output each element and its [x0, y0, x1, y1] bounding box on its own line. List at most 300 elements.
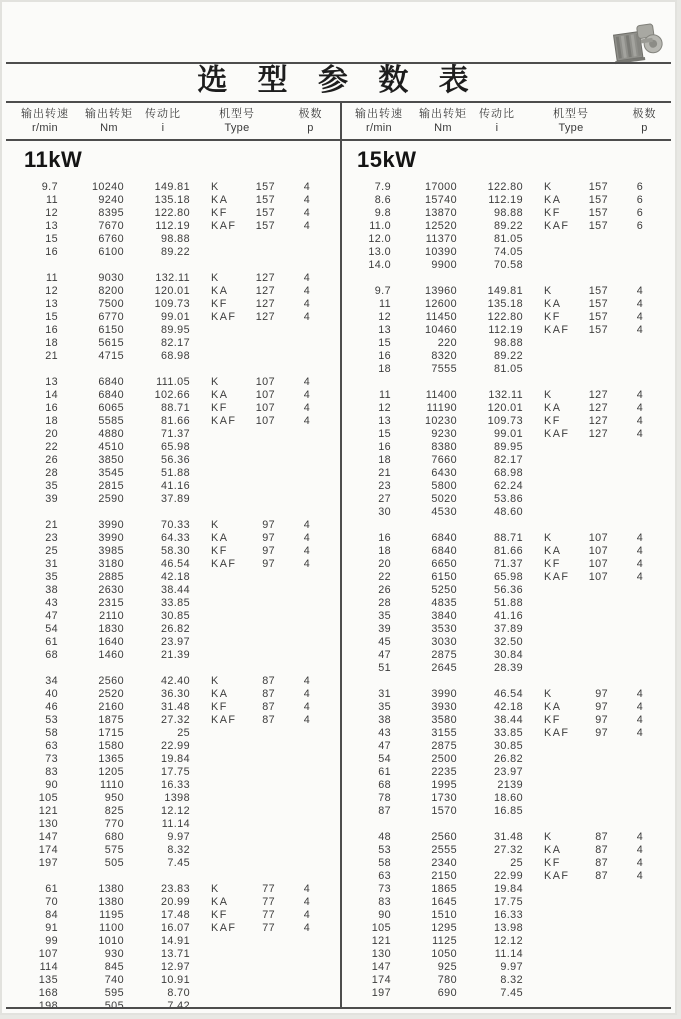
poles-cell [609, 753, 671, 766]
table-row [6, 844, 338, 857]
ratio-block [339, 831, 671, 1000]
type-size-cell [579, 779, 609, 792]
type-prefix-cell [196, 636, 246, 649]
table-row [339, 545, 671, 558]
poles-cell [276, 935, 338, 948]
poles-cell: 4 [636, 402, 644, 414]
ratio-cell: 22.99 [160, 740, 190, 752]
poles-cell [276, 428, 338, 441]
poles-cell [609, 480, 671, 493]
table-row [339, 298, 671, 311]
torque-cell: 2590 [98, 493, 124, 505]
ratio-cell: 120.01 [154, 285, 190, 297]
torque-cell: 6430 [431, 467, 457, 479]
torque-cell: 4530 [431, 506, 457, 518]
poles-cell [276, 623, 338, 636]
type-size-cell: 87 [262, 688, 275, 700]
torque-cell: 2160 [98, 701, 124, 713]
torque-cell: 1050 [431, 948, 457, 960]
type-size-cell [246, 974, 276, 987]
table-row [6, 805, 338, 818]
type-size-cell: 97 [262, 545, 275, 557]
table-row [6, 519, 338, 532]
table-row [6, 935, 338, 948]
type-prefix-cell [196, 935, 246, 948]
poles-cell [276, 818, 338, 831]
table-row [6, 818, 338, 831]
header-ratio-zh: 传动比 [479, 108, 515, 120]
ratio-cell: 14.91 [160, 935, 190, 947]
type-prefix-cell: K [211, 181, 220, 193]
ratio-cell: 19.84 [160, 753, 190, 765]
poles-cell: 4 [636, 857, 644, 869]
poles-cell: 4 [303, 675, 311, 687]
type-prefix-cell: KF [211, 909, 228, 921]
poles-cell [609, 883, 671, 896]
type-size-cell [579, 896, 609, 909]
ratio-cell: 135.18 [154, 194, 190, 206]
table-row [6, 610, 338, 623]
speed-cell: 15 [378, 428, 391, 440]
torque-cell: 1715 [98, 727, 124, 739]
type-size-cell [246, 649, 276, 662]
header-ratio-unit: i [161, 122, 165, 134]
table-row [6, 974, 338, 987]
type-size-cell [246, 233, 276, 246]
speed-cell: 35 [378, 610, 391, 622]
section-11kw [6, 141, 338, 1012]
type-prefix-cell [529, 454, 579, 467]
ratio-cell: 13.98 [493, 922, 523, 934]
torque-cell: 1100 [99, 922, 124, 934]
ratio-cell: 17.48 [160, 909, 190, 921]
table-row [6, 350, 338, 363]
torque-cell: 2885 [98, 571, 124, 583]
torque-cell: 8395 [98, 207, 124, 219]
type-prefix-cell [529, 753, 579, 766]
type-prefix-cell: K [544, 831, 553, 843]
ratio-cell: 41.16 [493, 610, 523, 622]
poles-cell: 4 [303, 688, 311, 700]
torque-cell: 3990 [98, 519, 124, 531]
table-body [6, 141, 671, 1012]
ratio-cell: 19.84 [493, 883, 523, 895]
ratio-cell: 81.66 [160, 415, 190, 427]
table-row [6, 701, 338, 714]
type-prefix-cell [529, 662, 579, 675]
type-prefix-cell: KAF [544, 220, 570, 232]
ratio-cell: 17.75 [160, 766, 190, 778]
type-size-cell [246, 246, 276, 259]
poles-cell: 4 [303, 389, 311, 401]
speed-cell: 40 [45, 688, 58, 700]
poles-cell: 4 [303, 220, 311, 232]
ratio-cell: 99.01 [160, 311, 190, 323]
ratio-cell: 16.33 [493, 909, 523, 921]
ratio-cell: 2139 [497, 779, 523, 791]
speed-cell: 14 [45, 389, 58, 401]
ratio-cell: 56.36 [160, 454, 190, 466]
type-prefix-cell: K [211, 519, 220, 531]
type-prefix-cell [196, 818, 246, 831]
table-row [6, 636, 338, 649]
speed-cell: 105 [38, 792, 58, 804]
type-size-cell [246, 818, 276, 831]
speed-cell: 11 [378, 389, 391, 401]
torque-cell: 1830 [98, 623, 124, 635]
ratio-cell: 16.33 [160, 779, 190, 791]
type-prefix-cell [196, 766, 246, 779]
ratio-cell: 98.88 [160, 233, 190, 245]
torque-cell: 8380 [431, 441, 457, 453]
speed-cell: 11 [45, 194, 58, 206]
ratio-cell: 65.98 [493, 571, 523, 583]
poles-cell: 4 [303, 909, 311, 921]
type-prefix-cell [196, 246, 246, 259]
poles-cell: 4 [303, 272, 311, 284]
speed-cell: 12 [45, 207, 58, 219]
poles-cell: 4 [636, 311, 644, 323]
table-row [6, 883, 338, 896]
torque-cell: 3985 [98, 545, 124, 557]
speed-cell: 68 [378, 779, 391, 791]
poles-cell [609, 948, 671, 961]
torque-cell: 6150 [98, 324, 124, 336]
poles-cell [609, 493, 671, 506]
speed-cell: 38 [45, 584, 58, 596]
table-row [6, 714, 338, 727]
table-row [6, 571, 338, 584]
speed-cell: 18 [378, 454, 391, 466]
type-size-cell [246, 350, 276, 363]
torque-cell: 220 [437, 337, 457, 349]
type-prefix-cell: KAF [544, 428, 570, 440]
type-size-cell: 87 [262, 701, 275, 713]
table-row [339, 714, 671, 727]
type-prefix-cell: K [211, 675, 220, 687]
table-row [339, 623, 671, 636]
speed-cell: 107 [38, 948, 58, 960]
speed-cell: 135 [38, 974, 58, 986]
table-row [6, 428, 338, 441]
column-divider [340, 101, 342, 1007]
poles-cell: 4 [303, 701, 311, 713]
ratio-cell: 13.71 [160, 948, 190, 960]
header-output-torque-unit: Nm [100, 122, 118, 134]
speed-cell: 130 [38, 818, 58, 830]
speed-cell: 39 [45, 493, 58, 505]
speed-cell: 13 [45, 298, 58, 310]
ratio-cell: 12.97 [160, 961, 190, 973]
torque-cell: 4510 [98, 441, 124, 453]
table-row [339, 597, 671, 610]
table-row [6, 779, 338, 792]
type-size-cell [246, 987, 276, 1000]
type-prefix-cell [529, 623, 579, 636]
poles-cell: 6 [636, 181, 644, 193]
torque-cell: 6150 [431, 571, 457, 583]
type-size-cell: 127 [255, 272, 275, 284]
type-size-cell: 97 [262, 532, 275, 544]
ratio-cell: 11.14 [494, 948, 523, 960]
type-size-cell [579, 948, 609, 961]
ratio-cell: 1398 [164, 792, 190, 804]
speed-cell: 34 [45, 675, 58, 687]
ratio-cell: 8.32 [167, 844, 190, 856]
type-size-cell: 97 [595, 688, 608, 700]
type-prefix-cell [196, 805, 246, 818]
torque-cell: 2815 [98, 480, 124, 492]
torque-cell: 2110 [99, 610, 124, 622]
speed-cell: 54 [378, 753, 391, 765]
poles-cell [609, 987, 671, 1000]
ratio-cell: 7.45 [500, 987, 523, 999]
type-size-cell [579, 467, 609, 480]
type-prefix-cell [196, 597, 246, 610]
poles-cell [609, 740, 671, 753]
table-header [6, 103, 671, 139]
type-size-cell: 97 [595, 701, 608, 713]
header-poles-zh: 极数 [632, 108, 657, 120]
type-size-cell: 157 [255, 220, 275, 232]
poles-cell: 4 [303, 207, 311, 219]
poles-cell: 4 [636, 545, 644, 557]
table-row [339, 532, 671, 545]
poles-cell: 4 [636, 415, 644, 427]
poles-cell [276, 753, 338, 766]
ratio-cell: 30.85 [493, 740, 523, 752]
type-size-cell [246, 610, 276, 623]
speed-cell: 58 [378, 857, 391, 869]
torque-cell: 1380 [98, 883, 124, 895]
torque-cell: 11400 [425, 389, 457, 401]
type-prefix-cell: KF [544, 558, 561, 570]
speed-cell: 11 [45, 272, 58, 284]
type-prefix-cell [196, 740, 246, 753]
speed-cell: 47 [378, 740, 391, 752]
type-prefix-cell [196, 779, 246, 792]
type-prefix-cell [196, 428, 246, 441]
type-size-cell [579, 610, 609, 623]
speed-cell: 61 [378, 766, 391, 778]
type-size-cell: 127 [255, 311, 275, 323]
table-row [339, 922, 671, 935]
torque-cell: 1875 [98, 714, 124, 726]
speed-cell: 30 [378, 506, 391, 518]
type-size-cell [579, 883, 609, 896]
torque-cell: 13960 [424, 285, 457, 297]
ratio-cell: 46.54 [493, 688, 523, 700]
type-prefix-cell [529, 766, 579, 779]
speed-cell: 9.7 [374, 285, 391, 297]
type-size-cell: 157 [588, 285, 608, 297]
table-row [6, 402, 338, 415]
type-size-cell: 157 [588, 220, 608, 232]
table-row [6, 246, 338, 259]
speed-cell: 16 [45, 402, 58, 414]
type-prefix-cell: KA [211, 389, 229, 401]
type-size-cell [579, 506, 609, 519]
type-prefix-cell [529, 480, 579, 493]
table-row [339, 558, 671, 571]
type-size-cell: 77 [262, 909, 275, 921]
type-size-cell [246, 740, 276, 753]
speed-cell: 26 [378, 584, 391, 596]
type-size-cell [246, 857, 276, 870]
ratio-cell: 98.88 [493, 207, 523, 219]
torque-cell: 11190 [426, 402, 457, 414]
speed-cell: 28 [45, 467, 58, 479]
table-row [339, 909, 671, 922]
torque-cell: 1640 [98, 636, 124, 648]
torque-cell: 925 [437, 961, 457, 973]
speed-cell: 22 [45, 441, 58, 453]
ratio-cell: 12.12 [160, 805, 190, 817]
type-prefix-cell: KA [544, 701, 562, 713]
table-row [339, 896, 671, 909]
header-output-speed-unit: r/min [366, 122, 392, 134]
poles-cell: 6 [636, 207, 644, 219]
type-prefix-cell [529, 792, 579, 805]
type-size-cell [579, 766, 609, 779]
type-prefix-cell [196, 454, 246, 467]
ratio-cell: 26.82 [493, 753, 523, 765]
type-prefix-cell: K [544, 181, 553, 193]
torque-cell: 6840 [98, 376, 124, 388]
torque-cell: 2875 [431, 649, 457, 661]
table-row [6, 597, 338, 610]
type-size-cell: 127 [255, 285, 275, 297]
type-prefix-cell [196, 493, 246, 506]
type-size-cell [579, 493, 609, 506]
header-type-unit: Type [558, 122, 584, 134]
speed-cell: 147 [38, 831, 58, 843]
torque-cell: 2555 [431, 844, 457, 856]
header-right-half [340, 103, 673, 139]
ratio-block [6, 883, 338, 1013]
table-row [339, 350, 671, 363]
header-output-speed-zh: 输出转速 [355, 108, 403, 120]
ratio-cell: 9.97 [167, 831, 190, 843]
table-row [339, 636, 671, 649]
table-row [339, 779, 671, 792]
type-size-cell [579, 441, 609, 454]
speed-cell: 21 [378, 467, 391, 479]
torque-cell: 2235 [431, 766, 457, 778]
type-size-cell: 157 [588, 324, 608, 336]
type-size-cell [246, 792, 276, 805]
ratio-cell: 74.05 [493, 246, 523, 258]
ratio-cell: 89.22 [493, 350, 523, 362]
speed-cell: 47 [45, 610, 58, 622]
type-prefix-cell [529, 922, 579, 935]
type-size-cell: 107 [588, 545, 608, 557]
ratio-cell: 81.66 [493, 545, 523, 557]
poles-cell [276, 961, 338, 974]
torque-cell: 13870 [424, 207, 457, 219]
type-prefix-cell: KA [544, 545, 562, 557]
header-poles-zh: 极数 [298, 108, 323, 120]
speed-cell: 13 [45, 220, 58, 232]
type-prefix-cell [196, 753, 246, 766]
poles-cell: 4 [303, 558, 311, 570]
table-row [339, 571, 671, 584]
poles-cell: 4 [636, 714, 644, 726]
type-size-cell [246, 337, 276, 350]
poles-cell: 6 [636, 194, 644, 206]
table-row [339, 688, 671, 701]
type-prefix-cell: KAF [544, 571, 570, 583]
torque-cell: 3930 [431, 701, 457, 713]
ratio-cell: 122.80 [487, 181, 523, 193]
speed-cell: 90 [45, 779, 58, 791]
type-size-cell [246, 779, 276, 792]
type-size-cell [246, 467, 276, 480]
torque-cell: 5615 [98, 337, 124, 349]
table-row [339, 311, 671, 324]
poles-cell: 4 [303, 545, 311, 557]
torque-cell: 10390 [424, 246, 457, 258]
poles-cell: 4 [303, 415, 311, 427]
type-size-cell [246, 948, 276, 961]
poles-cell [609, 935, 671, 948]
table-row [339, 454, 671, 467]
poles-cell [276, 948, 338, 961]
poles-cell [276, 493, 338, 506]
speed-cell: 12 [378, 402, 391, 414]
type-size-cell [246, 428, 276, 441]
poles-cell [609, 506, 671, 519]
torque-cell: 5585 [98, 415, 124, 427]
torque-cell: 1570 [431, 805, 457, 817]
type-prefix-cell [529, 961, 579, 974]
speed-cell: 61 [45, 636, 58, 648]
speed-cell: 70 [45, 896, 58, 908]
poles-cell [609, 636, 671, 649]
poles-cell: 4 [303, 532, 311, 544]
ratio-cell: 149.81 [154, 181, 190, 193]
torque-cell: 9030 [98, 272, 124, 284]
speed-cell: 18 [378, 545, 391, 557]
type-prefix-cell: KA [211, 688, 229, 700]
type-size-cell: 157 [255, 207, 275, 219]
type-prefix-cell: KAF [211, 220, 237, 232]
type-prefix-cell [529, 779, 579, 792]
speed-cell: 21 [45, 350, 58, 362]
ratio-cell: 109.73 [154, 298, 190, 310]
speed-cell: 9.8 [374, 207, 391, 219]
torque-cell: 7670 [98, 220, 124, 232]
table-row [339, 467, 671, 480]
type-size-cell [579, 363, 609, 376]
table-row [6, 727, 338, 740]
ratio-cell: 9.97 [500, 961, 523, 973]
table-row [339, 506, 671, 519]
torque-cell: 4880 [98, 428, 124, 440]
poles-cell [276, 740, 338, 753]
torque-cell: 680 [104, 831, 124, 843]
ratio-cell: 11.14 [161, 818, 190, 830]
table-row [6, 922, 338, 935]
header-output-speed-zh: 输出转速 [21, 108, 69, 120]
type-prefix-cell: KF [544, 415, 561, 427]
speed-cell: 83 [45, 766, 58, 778]
power-heading: 11kW [24, 147, 83, 172]
table-row [339, 649, 671, 662]
torque-cell: 4835 [431, 597, 457, 609]
ratio-cell: 10.91 [160, 974, 190, 986]
ratio-cell: 37.89 [493, 623, 523, 635]
